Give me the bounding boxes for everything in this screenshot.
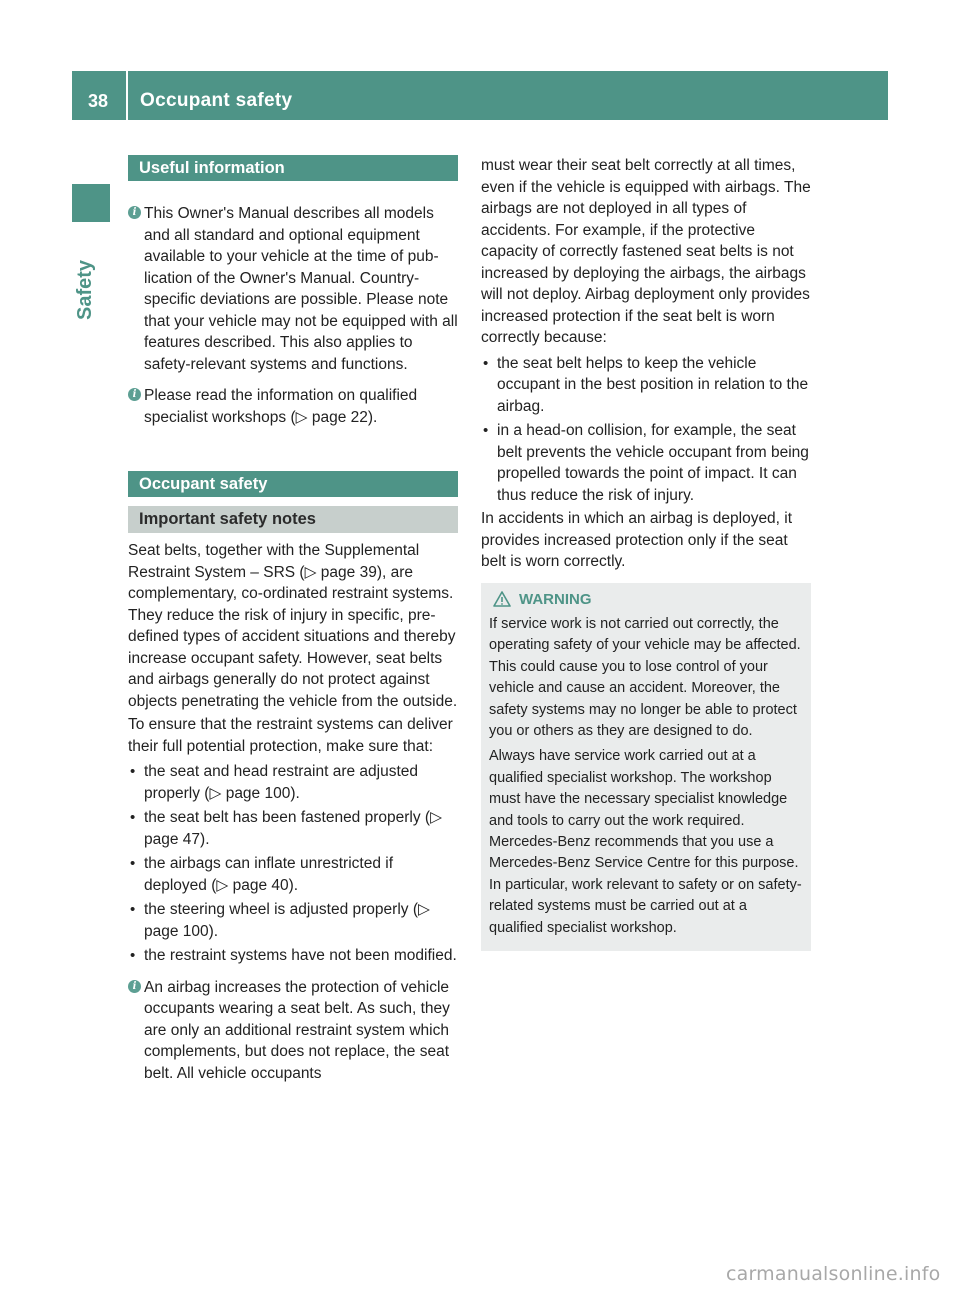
info-note — [128, 203, 458, 375]
bullet-list — [128, 761, 458, 967]
paragraph: In accidents in which an airbag is deployed, it provides increased protection only if the seat belt is worn correctly. — [481, 510, 793, 570]
info-icon: i — [128, 206, 141, 219]
info-text: This Owner's Manual describes all models and all standard and optional equipment available to your vehicle at the time of publication of the Owner's Manual. Country-specific deviations are possible. Please note that your vehicle may not be equipped with all features described. This also applies to safety-relevant systems and functions. — [144, 205, 458, 373]
list-item: • the restraint systems have not been modified. — [128, 945, 458, 967]
info-icon: i — [128, 388, 141, 401]
bullet-icon: • — [130, 763, 136, 780]
info-text: Please read the information on qualified specialist workshops (▷ page 22). — [144, 387, 418, 426]
useful-info-heading: Useful information — [128, 155, 458, 181]
important-notes-heading: Important safety notes — [128, 506, 458, 533]
warning-triangle-icon — [493, 591, 511, 607]
header-divider — [126, 71, 128, 120]
section-label: Safety — [74, 259, 96, 320]
warning-title: WARNING — [489, 589, 803, 610]
list-item: • in a head-on collision, for example, the seat belt prevents the vehicle occupant from being propelled towards the point of impact. It can thus reduce the risk of injury. — [483, 422, 809, 504]
bullet-list — [481, 353, 811, 507]
paragraph: To ensure that the restraint systems can deliver their full potential protection, make sure that: — [128, 716, 453, 755]
bullet-icon: • — [483, 354, 489, 372]
list-item: • the steering wheel is adjusted properly (▷ page 100). — [130, 901, 430, 940]
warning-text: If service work is not carried out correctly, the operating safety of your vehicle may be affected. This could cause you to lose control of your vehicle and cause an accident. Moreover, the safety systems may no longer be able to protect you or others as they are designed to do. — [489, 615, 801, 739]
section-marker — [72, 184, 110, 222]
paragraph: must wear their seat belt correctly at all times, even if the vehicle is equipped with airbags. The airbags are not deployed in all types of accidents. For example, if the protective capacity of correctly fastened seat belts is not increased by deploying the airbags, the airbags will not deploy. Airbag deployment only provides increased protection if the seat belt is worn correctly because: — [481, 157, 811, 346]
page-title: Occupant safety — [140, 90, 293, 111]
warning-box — [481, 583, 811, 952]
info-note — [128, 977, 458, 1085]
occupant-safety-heading: Occupant safety — [128, 471, 458, 497]
list-item: • the airbags can inflate unrestricted if deployed (▷ page 40). — [130, 855, 393, 894]
list-item: • the seat belt helps to keep the vehicle occupant in the best position in relation to the airbag. — [483, 354, 809, 415]
bullet-icon: • — [130, 947, 136, 964]
watermark: carmanualsonline.info — [726, 1263, 941, 1285]
page-number: 38 — [88, 91, 109, 111]
info-text: An airbag increases the protection of vehicle occupants wearing a seat belt. As such, they are only an additional restraint system which complements, but does not replace, the seat belt. All vehicle occupants — [144, 978, 450, 1082]
bullet-icon: • — [483, 422, 489, 439]
list-item: • the seat and head restraint are adjusted properly (▷ page 100). — [130, 763, 419, 802]
left-column — [128, 155, 458, 1084]
bullet-icon: • — [130, 809, 136, 826]
paragraph: Seat belts, together with the Supplemental Restraint System – SRS (▷ page 39), are complementary, co-ordinated restraint systems. They reduce the risk of injury in specific, pre-defined types of accident situations and thereby increase occupant safety. However, seat belts and airbags generally do not protect against objects penetrating the vehicle from the outside. — [128, 542, 458, 710]
bullet-icon: • — [130, 901, 136, 918]
warning-text: Always have service work carried out at a qualified specialist workshop. The workshop must have the necessary specialist knowledge and tools to carry out the work required. Mercedes-Benz recommends that you use a Mercedes-Benz Service Centre for this purpose. In particular, work relevant to safety or on safety-related systems must be carried out at a qualified specialist workshop. — [489, 748, 802, 936]
bullet-icon: • — [130, 855, 136, 872]
list-item: • the seat belt has been fastened properly (▷ page 47). — [130, 809, 442, 848]
info-note — [128, 385, 458, 428]
info-icon: i — [128, 980, 141, 993]
right-column — [481, 155, 811, 951]
